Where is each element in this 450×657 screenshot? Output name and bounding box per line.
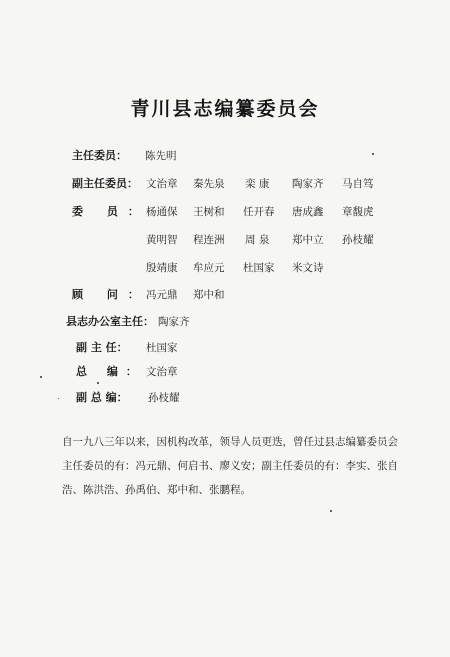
deputy-label: 副 主 任： — [76, 341, 128, 354]
member-name: 唐成鑫 — [292, 206, 324, 218]
member-name: 程连洲 — [193, 234, 225, 246]
scan-speck — [372, 153, 374, 155]
office-label: 县志办公室主任： — [66, 315, 154, 328]
advisor-name: 冯元鼎 — [146, 289, 178, 301]
member-name: 王树和 — [193, 206, 225, 218]
member-name: 黄明智 — [146, 234, 178, 246]
scan-speck — [58, 398, 59, 399]
scan-speck — [330, 510, 332, 512]
members-label: 委 员： — [72, 205, 149, 218]
vice-editor-label: 副 总 编： — [76, 391, 128, 404]
page-title: 青川县志编纂委员会 — [130, 98, 320, 120]
member-name: 杨通保 — [146, 206, 178, 218]
deputy-name: 杜国家 — [146, 342, 178, 354]
vice-chair-label: 副主任委员： — [72, 177, 138, 190]
advisor-name: 郑中和 — [193, 289, 225, 301]
history-paragraph: 自一九八三年以来，因机构改革，领导人员更迭，曾任过县志编纂委员会主任委员的有：冯元鼎、何启书、廖义安；副主任委员的有：李实、张自浩、陈洪浩、孙禹伯、郑中和、张鹏程。 — [62, 436, 398, 496]
office-name: 陶家齐 — [158, 316, 190, 328]
scan-speck — [40, 376, 42, 378]
vice-chair-name: 文治章 — [146, 178, 178, 190]
scan-speck — [97, 382, 99, 384]
chair-label: 主任委员： — [72, 149, 127, 162]
editor-label: 总 编： — [76, 365, 145, 378]
member-name: 杜国家 — [243, 262, 275, 274]
chair-name: 陈先明 — [145, 150, 177, 162]
vice-chair-name: 秦先泉 — [193, 178, 225, 190]
member-name: 孙枝耀 — [342, 234, 374, 246]
member-name: 章馥虎 — [342, 206, 374, 218]
advisor-label: 顾 问： — [72, 288, 149, 301]
member-name: 牟应元 — [193, 262, 225, 274]
vice-chair-name: 栾 康 — [245, 178, 270, 190]
editor-name: 文治章 — [146, 366, 178, 378]
member-name: 殷靖康 — [146, 262, 178, 274]
member-name: 周 泉 — [245, 234, 270, 246]
vice-editor-name: 孙枝耀 — [148, 392, 180, 404]
vice-chair-name: 马自笃 — [342, 178, 374, 190]
member-name: 米文诗 — [292, 262, 324, 274]
member-name: 郑中立 — [292, 234, 324, 246]
vice-chair-name: 陶家齐 — [292, 178, 324, 190]
member-name: 任开春 — [243, 206, 275, 218]
